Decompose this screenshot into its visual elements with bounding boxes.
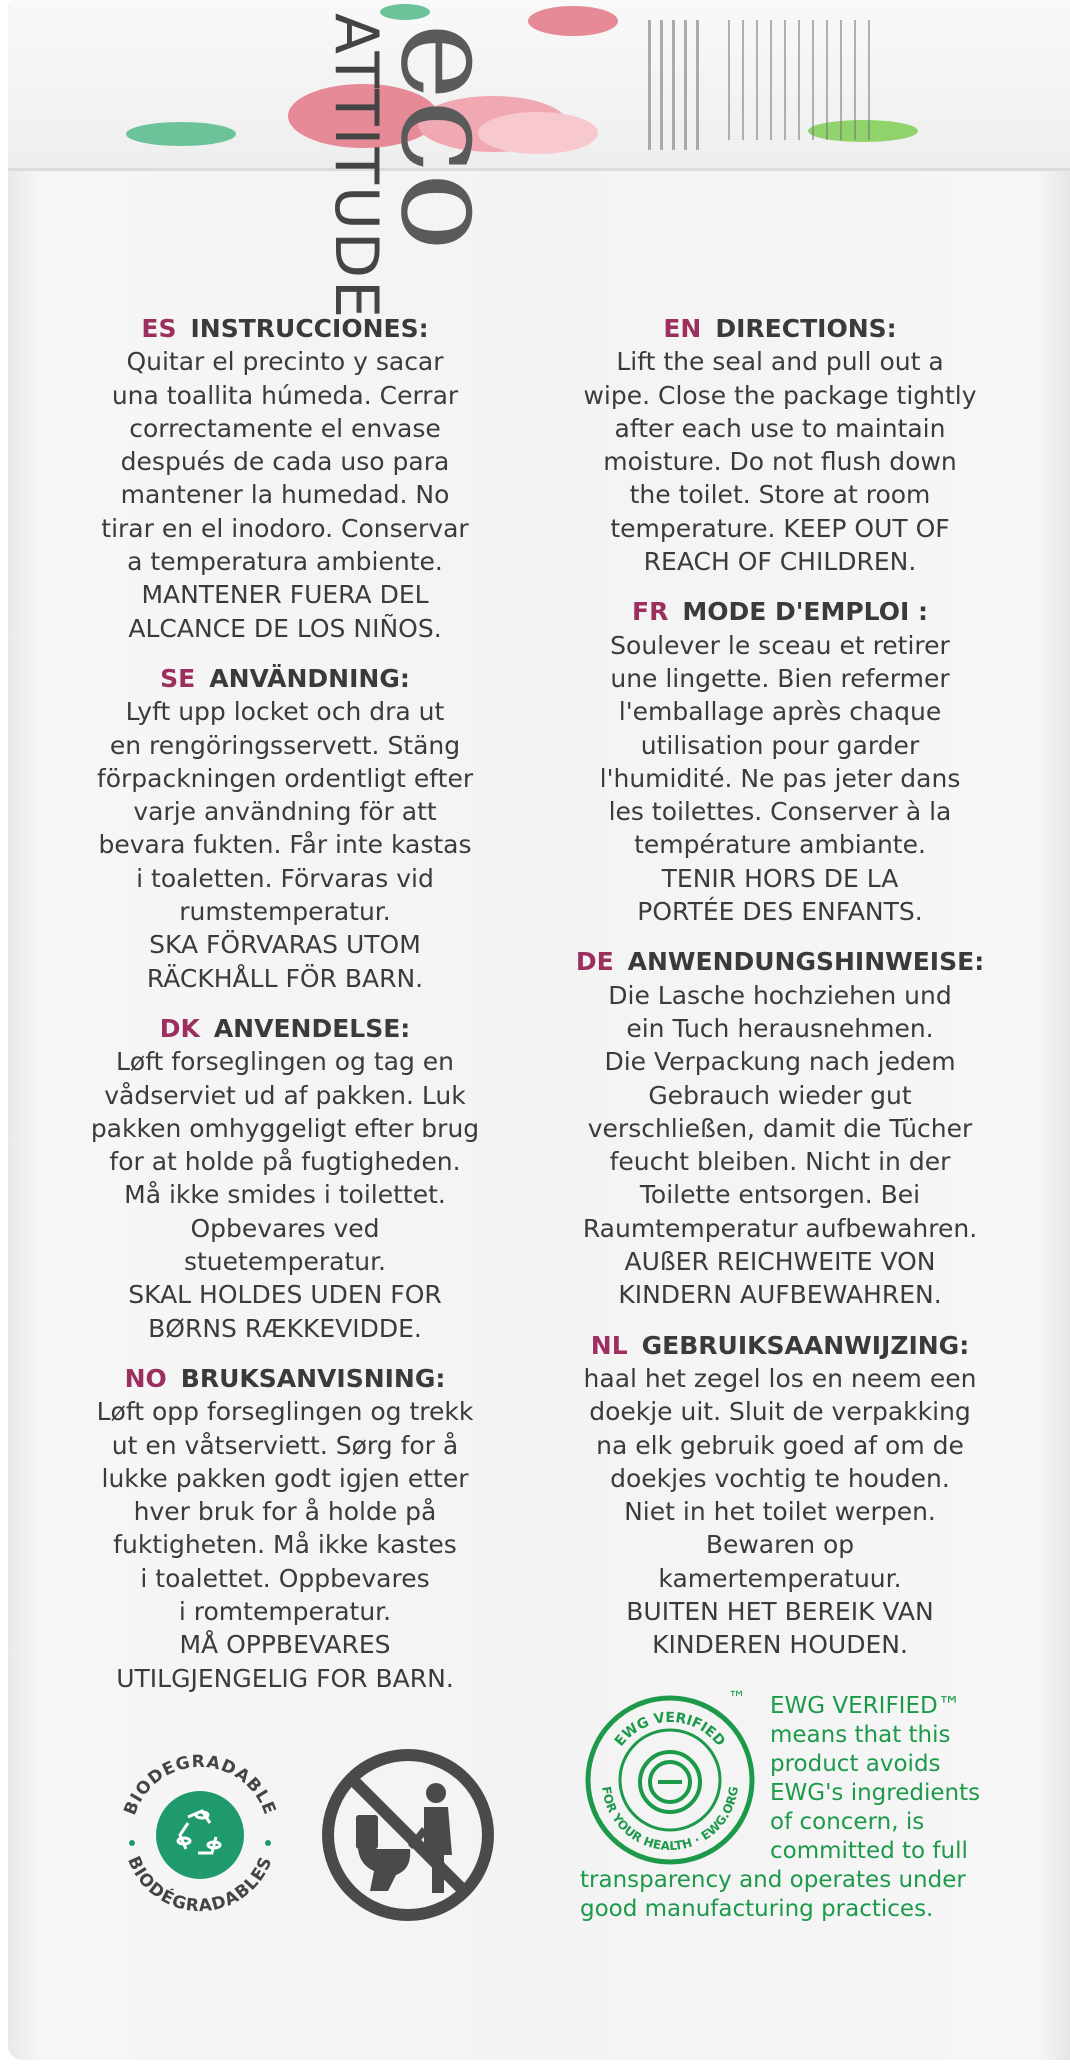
text-line: BØRNS RÆKKEVIDDE. xyxy=(148,1313,422,1343)
ewg-text-line: means that this xyxy=(770,1722,951,1748)
section-de xyxy=(565,945,995,1311)
text-line: the toilet. Store at room xyxy=(629,480,931,510)
lang-code: ES xyxy=(141,314,177,343)
do-not-flush-icon xyxy=(318,1745,498,1925)
decor-leaf-icon xyxy=(126,122,236,146)
text-line: kamertemperatuur. xyxy=(658,1563,902,1593)
lang-code: DK xyxy=(159,1013,200,1043)
lang-code: NO xyxy=(124,1363,167,1393)
section-dk xyxy=(70,1012,500,1345)
instructions-left-column xyxy=(70,312,500,1712)
ewg-text-line: good manufacturing practices. xyxy=(580,1896,934,1922)
text-line: ALCANCE DE LOS NIÑOS. xyxy=(128,613,442,643)
dot-icon xyxy=(265,1840,271,1846)
text-line: l'humidité. Ne pas jeter dans xyxy=(599,763,961,793)
section-heading xyxy=(565,1329,995,1362)
text-line: TENIR HORS DE LA xyxy=(661,863,899,893)
text-line: a temperatura ambiente. xyxy=(127,547,443,577)
text-line: lukke pakken godt igjen etter xyxy=(101,1463,469,1493)
text-line: les toilettes. Conserver à la xyxy=(608,797,952,827)
section-title: BRUKSANVISNING: xyxy=(180,1363,446,1393)
text-line: Quitar el precinto y sacar xyxy=(126,347,444,377)
text-line: Gebrauch wieder gut xyxy=(648,1080,912,1110)
section-title: MODE D'EMPLOI : xyxy=(682,597,928,627)
lang-code: DE xyxy=(575,947,614,977)
text-line: mantener la humedad. No xyxy=(120,480,450,510)
biodegradable-badge xyxy=(110,1745,290,1925)
text-line: una toallita húmeda. Cerrar xyxy=(111,380,459,410)
ewg-text-line: EWG's ingredients xyxy=(770,1780,981,1806)
text-line: i toalettet. Oppbevares xyxy=(140,1563,430,1593)
flap-fine-print xyxy=(648,20,708,150)
text-line: i toaletten. Förvaras vid xyxy=(136,863,434,893)
dot-icon xyxy=(129,1840,135,1846)
section-heading xyxy=(565,312,995,345)
text-line: i romtemperatur. xyxy=(178,1596,392,1626)
text-line: Soulever le sceau et retirer xyxy=(610,630,950,660)
ewg-verified-statement xyxy=(580,1692,1000,1924)
text-line: MÅ OPPBEVARES xyxy=(179,1630,391,1660)
ewg-trademark: ™ xyxy=(728,1688,746,1709)
text-line: después de cada uso para xyxy=(120,447,450,477)
text-line: vådserviet ud af pakken. Luk xyxy=(104,1080,466,1110)
text-line: stuetemperatur. xyxy=(183,1247,386,1277)
text-line: Die Lasche hochziehen und xyxy=(608,980,952,1010)
decor-blossom-icon xyxy=(528,6,618,36)
ewg-text-line: transparency and operates under xyxy=(580,1867,966,1893)
text-line: hver bruk for å holde på xyxy=(133,1497,437,1527)
ewg-text-line: committed to full xyxy=(770,1838,968,1864)
text-line: moisture. Do not flush down xyxy=(603,447,957,477)
text-line: wipe. Close the package tightly xyxy=(583,380,977,410)
text-line: Niet in het toilet werpen. xyxy=(624,1497,936,1527)
text-line: Lift the seal and pull out a xyxy=(616,347,944,377)
text-line: Opbevares ved xyxy=(190,1213,380,1243)
text-line: doekjes vochtig te houden. xyxy=(610,1463,950,1493)
text-line: for at holde på fugtigheden. xyxy=(109,1147,461,1177)
text-line: förpackningen ordentligt efter xyxy=(96,763,474,793)
flap-fine-print xyxy=(728,20,878,140)
section-title: GEBRUIKSAANWIJZING: xyxy=(641,1330,970,1360)
text-line: doekje uit. Sluit de verpakking xyxy=(589,1397,971,1427)
text-line: AUßER REICHWEITE VON xyxy=(624,1247,936,1277)
section-en xyxy=(565,312,995,578)
text-line: utilisation pour garder xyxy=(640,730,920,760)
instructions-right-column xyxy=(565,312,995,1679)
text-line: bevara fukten. Får inte kastas xyxy=(98,830,472,860)
text-line: feucht bleiben. Nicht in der xyxy=(609,1147,951,1177)
lang-code: SE xyxy=(160,663,196,693)
text-line: correctamente el envase xyxy=(129,413,441,443)
text-line: KINDERN AUFBEWAHREN. xyxy=(618,1280,942,1310)
text-line: BUITEN HET BEREIK VAN xyxy=(626,1596,934,1626)
lang-code: NL xyxy=(590,1330,628,1360)
text-line: une lingette. Bien refermer xyxy=(610,663,950,693)
text-line: na elk gebruik goed af om de xyxy=(596,1430,964,1460)
text-line: Raumtemperatur aufbewahren. xyxy=(582,1213,978,1243)
text-line: fuktigheten. Må ikke kastes xyxy=(113,1530,457,1560)
section-heading xyxy=(565,945,995,978)
lang-code: FR xyxy=(632,597,669,627)
text-line: SKA FÖRVARAS UTOM xyxy=(149,930,421,960)
section-heading xyxy=(70,1012,500,1045)
section-heading xyxy=(70,1362,500,1395)
text-line: Løft opp forseglingen og trekk xyxy=(96,1397,474,1427)
text-line: RÄCKHÅLL FÖR BARN. xyxy=(146,963,424,993)
ewg-text-line: EWG VERIFIED™ xyxy=(770,1693,961,1719)
bio-bottom-text: BIODÉGRADABLES xyxy=(123,1853,277,1917)
text-line: Lyft upp locket och dra ut xyxy=(125,697,445,727)
section-heading xyxy=(70,662,500,695)
lang-code: EN xyxy=(663,314,702,343)
section-fr xyxy=(565,595,995,928)
text-line: KINDEREN HOUDEN. xyxy=(652,1630,908,1660)
text-line: temperature. KEEP OUT OF xyxy=(610,513,950,543)
text-line: pakken omhyggeligt efter brug xyxy=(90,1113,480,1143)
text-line: en rengöringsservett. Stäng xyxy=(109,730,461,760)
text-line: rumstemperatur. xyxy=(179,897,391,927)
brand-logo-eco: eco xyxy=(372,23,524,252)
text-line: after each use to maintain xyxy=(614,413,946,443)
text-line: REACH OF CHILDREN. xyxy=(643,547,917,577)
text-line: température ambiante. xyxy=(634,830,926,860)
ewg-top-text: EWG VERIFIED xyxy=(611,1709,729,1750)
section-no xyxy=(70,1362,500,1695)
text-line: Bewaren op xyxy=(705,1530,855,1560)
text-line: verschließen, damit die Tücher xyxy=(587,1113,973,1143)
ewg-bottom-text: FOR YOUR HEALTH · EWG.ORG xyxy=(599,1785,741,1854)
bio-top-text: BIODEGRADABLE xyxy=(120,1751,280,1819)
text-line: MANTENER FUERA DEL xyxy=(141,580,429,610)
text-line: ein Tuch herausnehmen. xyxy=(626,1013,934,1043)
text-line: ut en våtserviett. Sørg for å xyxy=(111,1430,459,1460)
text-line: Die Verpackung nach jedem xyxy=(604,1047,956,1077)
text-line: PORTÉE DES ENFANTS. xyxy=(637,897,923,927)
ewg-text-line: of concern, is xyxy=(770,1809,925,1835)
brand-logo-small: ATTITUDE xyxy=(321,13,391,321)
section-title: ANWENDUNGSHINWEISE: xyxy=(627,947,985,977)
text-line: SKAL HOLDES UDEN FOR xyxy=(128,1280,442,1310)
section-title: INSTRUCCIONES: xyxy=(190,314,429,343)
section-heading xyxy=(565,595,995,628)
text-line: tirar en el inodoro. Conservar xyxy=(101,513,469,543)
section-title: ANVÄNDNING: xyxy=(209,663,410,693)
text-line: haal het zegel los en neem een xyxy=(583,1363,977,1393)
section-es xyxy=(70,312,500,645)
section-nl xyxy=(565,1329,995,1662)
section-title: DIRECTIONS: xyxy=(715,314,897,343)
package-top-flap xyxy=(8,0,1070,321)
section-heading xyxy=(70,312,500,345)
section-title: ANVENDELSE: xyxy=(213,1013,411,1043)
text-line: UTILGJENGELIG FOR BARN. xyxy=(116,1663,454,1693)
ewg-text-line: product avoids xyxy=(770,1751,941,1777)
text-line: Må ikke smides i toilettet. xyxy=(124,1180,446,1210)
recycle-leaf-icon xyxy=(156,1791,244,1879)
text-line: varje användning för att xyxy=(133,797,437,827)
section-se xyxy=(70,662,500,995)
text-line: Toilette entsorgen. Bei xyxy=(639,1180,921,1210)
text-line: l'emballage après chaque xyxy=(618,697,942,727)
text-line: Løft forseglingen og tag en xyxy=(115,1047,455,1077)
